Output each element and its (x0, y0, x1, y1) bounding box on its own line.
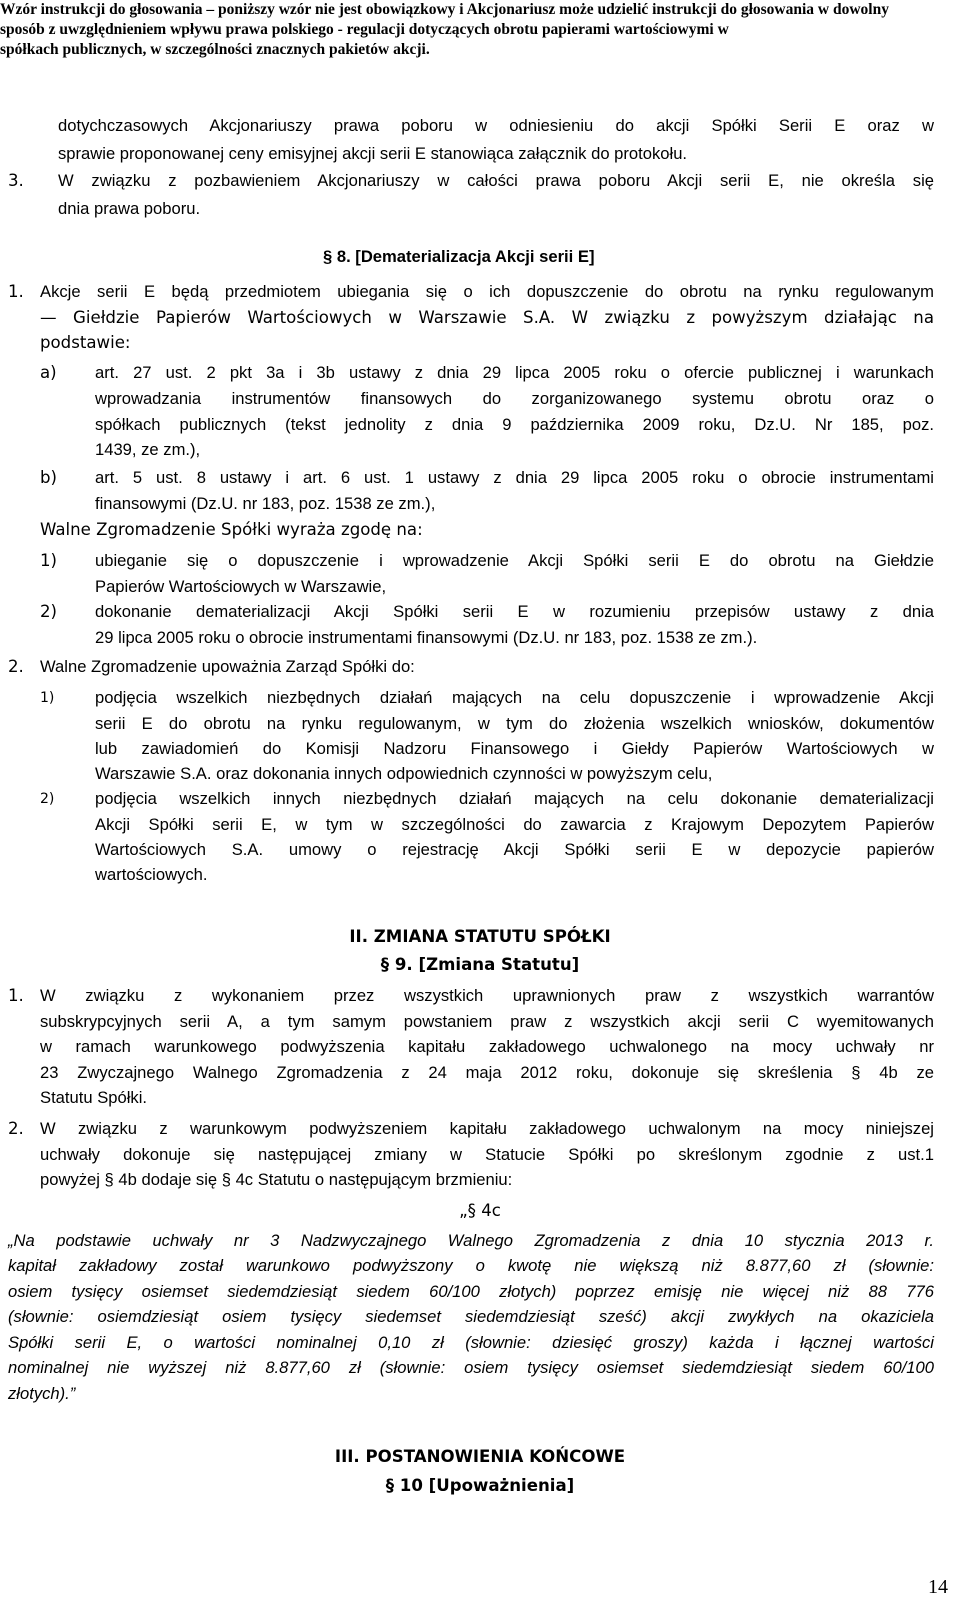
paragraph-line: wartościowych. (95, 865, 208, 884)
paragraph-line: W związku z pozbawieniem Akcjonariuszy w całości prawa poboru Akcji serii E, nie określa się (58, 171, 934, 190)
paragraph-line: wprowadzania instrumentów finansowych do zorganizowanego systemu obrotu oraz o (95, 389, 934, 408)
paragraph-line: — Giełdzie Papierów Wartościowych w Warszawie S.A. W związku z powyższym działając na (40, 308, 934, 327)
paragraph-line: 1439, ze zm.), (95, 440, 201, 459)
page-number: 14 (928, 1576, 948, 1598)
paragraph-line: w ramach warunkowego podwyższenia kapitału zakładowego uchwalonego na mocy uchwały nr (40, 1037, 934, 1056)
quote-line: nominalnej nie wyższej niż 8.877,60 zł (słownie: osiem tysięcy osiemset siedemdziesiąt siedem 60/100 (8, 1358, 934, 1377)
quote-line: osiem tysięcy osiemset siedemdziesiąt siedem 60/100 złotych) poprzez emisję nie więcej niż 88 776 (8, 1282, 934, 1301)
section-heading: § 9. [Zmiana Statutu] (380, 955, 580, 974)
paragraph-line: subskrypcyjnych serii A, a tym samym powstaniem praw z wszystkich akcji serii C wyemitowanych (40, 1012, 934, 1031)
paragraph-line: dokonanie dematerializacji Akcji Spółki serii E w rozumieniu przepisów ustawy z dnia (95, 602, 934, 621)
paragraph-line: finansowymi (Dz.U. nr 183, poz. 1538 ze zm.), (95, 494, 436, 513)
paragraph-line: Walne Zgromadzenie upoważnia Zarząd Spółki do: (40, 657, 415, 676)
list-marker: a) (40, 363, 57, 382)
list-marker: 1) (40, 551, 58, 570)
header-line: sposób z uwzględnieniem wpływu prawa polskiego - regulacji dotyczących obrotu papierami wartościowymi w (0, 21, 729, 38)
paragraph-line: powyżej § 4b dodaje się § 4c Statutu o następującym brzmieniu: (40, 1170, 513, 1189)
list-number: 1. (8, 986, 24, 1005)
paragraph-line: sprawie proponowanej ceny emisyjnej akcji serii E stanowiąca załącznik do protokołu. (58, 144, 688, 163)
paragraph-line: Papierów Wartościowych w Warszawie, (95, 577, 387, 596)
paragraph-line: W związku z wykonaniem przez wszystkich uprawnionych praw z wszystkich warrantów (40, 986, 934, 1005)
paragraph-line: ubieganie się o dopuszczenie i wprowadzenie Akcji Spółki serii E do obrotu na Giełdzie (95, 551, 934, 570)
paragraph-line: Wartościowych S.A. umowy o rejestrację Akcji Spółki serii E w depozycie papierów (95, 840, 934, 859)
quote-line: kapitał zakładowy został warunkowo podwyższony o kwotę nie większą niż 8.877,60 zł (słownie: (8, 1256, 934, 1275)
quote-line: Spółki serii E, o wartości nominalnej 0,10 zł (słownie: dziesięć groszy) każda i łącznej wartości (8, 1333, 934, 1352)
list-marker: b) (40, 468, 58, 487)
paragraph-line: lub zawiadomień do Komisji Nadzoru Finansowego i Giełdy Papierów Wartościowych w (95, 739, 934, 758)
paragraph-line: podstawie: (40, 333, 131, 352)
paragraph-line: W związku z warunkowym podwyższeniem kapitału zakładowego uchwalonym na mocy niniejszej (40, 1119, 934, 1138)
list-number: 1. (8, 282, 24, 301)
list-number: 3. (8, 171, 24, 190)
statute-clause-label: „§ 4c (459, 1201, 501, 1220)
paragraph-line: dnia prawa poboru. (58, 199, 201, 218)
list-marker: 2) (40, 602, 58, 621)
list-marker: 2) (40, 791, 55, 807)
paragraph-line: serii E do obrotu na rynku regulowanym, w tym do złożenia wszelkich wniosków, dokumentów (95, 714, 934, 733)
paragraph-line: uchwały dokonuje się następującej zmiany w Statucie Spółki po skreślonym zgodnie z ust.1 (40, 1145, 934, 1164)
paragraph-line: art. 5 ust. 8 ustawy i art. 6 ust. 1 ustawy z dnia 29 lipca 2005 roku o obrocie instrumentami (95, 468, 934, 487)
section-heading: § 8. [Dematerializacja Akcji serii E] (323, 247, 595, 266)
quote-line: złotych).” (8, 1384, 76, 1403)
section-heading: § 10 [Upoważnienia] (385, 1476, 575, 1495)
paragraph-line: 29 lipca 2005 roku o obrocie instrumentami finansowymi (Dz.U. nr 183, poz. 1538 ze zm.). (95, 628, 758, 647)
list-marker: 1) (40, 690, 55, 706)
list-number: 2. (8, 1119, 24, 1138)
paragraph-line: 23 Zwyczajnego Walnego Zgromadzenia z 24 maja 2012 roku, dokonuje się skreślenia § 4b ze (40, 1063, 934, 1082)
paragraph-line: Akcji Spółki serii E, w tym w szczególności do zawarcia z Krajowym Depozytem Papierów (95, 815, 934, 834)
paragraph-line: dotychczasowych Akcjonariuszy prawa poboru w odniesieniu do akcji Spółki Serii E oraz w (58, 116, 934, 135)
paragraph-line: podjęcia wszelkich innych niezbędnych działań mających na celu dokonanie dematerializacji (95, 789, 934, 808)
quote-line: „Na podstawie uchwały nr 3 Nadzwyczajnego Walnego Zgromadzenia z dnia 10 stycznia 2013 r. (8, 1231, 934, 1250)
chapter-heading: II. ZMIANA STATUTU SPÓŁKI (349, 927, 611, 946)
paragraph-line: spółkach publicznych (tekst jednolity z dnia 9 października 2009 roku, Dz.U. Nr 185, poz. (95, 415, 934, 434)
list-number: 2. (8, 657, 24, 676)
paragraph-line: Akcje serii E będą przedmiotem ubiegania się o ich dopuszczenie do obrotu na rynku regulowanym (40, 282, 934, 301)
paragraph-line: Warszawie S.A. oraz dokonania innych odpowiednich czynności w powyższym celu, (95, 764, 713, 783)
chapter-heading: III. POSTANOWIENIA KOŃCOWE (334, 1447, 626, 1466)
paragraph-line: art. 27 ust. 2 pkt 3a i 3b ustawy z dnia 29 lipca 2005 roku o ofercie publicznej i warunkach (95, 363, 934, 382)
paragraph-line: podjęcia wszelkich niezbędnych działań mających na celu dopuszczenie i wprowadzenie Akcji (95, 688, 934, 707)
paragraph-line: Walne Zgromadzenie Spółki wyraża zgodę na: (40, 520, 423, 539)
header-line: Wzór instrukcji do głosowania – poniższy wzór nie jest obowiązkowy i Akcjonariusz może udzielić instrukcji do głosowania w dowolny (0, 1, 889, 18)
header-line: spółkach publicznych, w szczególności znacznych pakietów akcji. (0, 41, 430, 58)
quote-line: (słownie: osiemdziesiąt osiem tysięcy siedemset siedemdziesiąt sześć) akcji zwykłych na okaziciela (8, 1307, 934, 1326)
paragraph-line: Statutu Spółki. (40, 1088, 148, 1107)
